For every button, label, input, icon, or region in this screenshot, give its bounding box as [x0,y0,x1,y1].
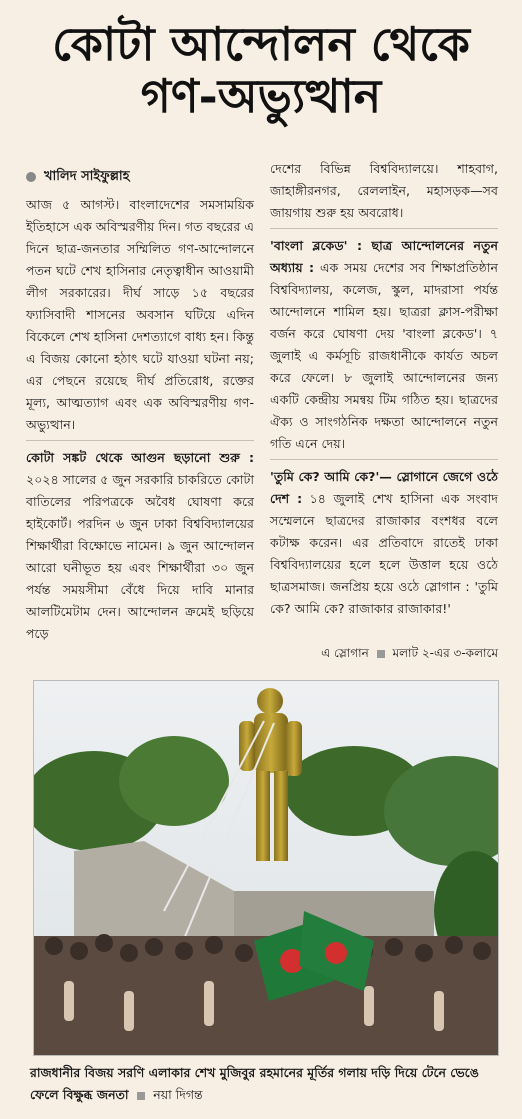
continuation-text: এ স্লোগান [321,646,369,660]
paragraph-quota-text: ২০২৪ সালের ৫ জুন সরকারি চাকরিতে কোটা বাতিলের পরিপত্রকে অবৈধ ঘোষণা করে হাইকোর্ট। পরদিন ৬ জুন ঢাকা বিশ্ববিদ্যালয়ের শিক্ষার্থীরা বিক্ষোভে নামেন। ৯ জুন আন্দোলন আরো ঘনীভূত হয় এবং শিক্ষার্থীরা ৩০ জুন পর্যন্ত সময়সীমা বেঁধে দিয়ে দাবি মানার আলটিমেটাম দেন। আন্দোলন ক্রমেই ছড়িয়ে পড়ে [26,472,254,641]
paragraph-bangla-blockade-text: এক সময় দেশের সব শিক্ষাপ্রতিষ্ঠান বিশ্ববিদ্যালয়, কলেজ, স্কুল, মাদরাসা পর্যন্ত আন্দোলনে শামিল হয়। ছাত্ররা ক্লাস-পরীক্ষা বর্জন করে ঘোষণা দেয় 'বাংলা ব্লকেড'। ৭ জুলাই এ কর্মসূচি রাজধানীকে কার্যত অচল করে ফেলে। ৮ জুলাই আন্দোলনের জন্য একটি কেন্দ্রীয় সমন্বয় টিম গঠিত হয়। ছাত্রদের ঐক্য ও সাংগঠনিক দক্ষতা আন্দোলনে নতুন গতি এনে দেয়। [270,260,498,451]
photo-caption [30,1062,500,1106]
divider [270,459,498,460]
article-column-right [270,158,498,624]
headline-line-2: গণ-অভ্যুত্থান [140,68,382,123]
continuation-note [270,645,498,665]
paragraph-intro: আজ ৫ আগস্ট। বাংলাদেশের সমসাময়িক ইতিহাসে এক অবিস্মরণীয় দিন। গত বছরের এ দিনে ছাত্র-জনতার সম্মিলিত গণ-আন্দোলনে পতন ঘটে শেখ হাসিনার নেতৃত্বাধীন আওয়ামী লীগ সরকারের। দীর্ঘ সাড়ে ১৫ বছরের ফ্যাসিবাদী শাসনের অবসান ঘটিয়ে এদিন বিকেলে শেখ হাসিনা দেশত্যাগে বাধ্য হন। কিন্তু এ বিজয় কোনো হঠাৎ ঘটে যাওয়া ঘটনা নয়; এর পেছনে রয়েছে দীর্ঘ প্রতিরোধ, রক্তের মূল্য, আত্মত্যাগ এবং এক অবিস্মরণীয় গণ-অভ্যুত্থান। [26,197,254,432]
subheading-slogan: 'তুমি কে? আমি কে?'— স্লোগানে জেগে ওঠে দেশ : [270,469,498,506]
subheading-quota: কোটা সঙ্কট থেকে আগুন ছড়ানো শুরু : [26,450,254,465]
square-bullet-icon [137,1092,145,1100]
divider [270,228,498,229]
photo-credit: নয়া দিগন্ত [153,1087,203,1102]
byline [26,166,254,188]
divider [26,440,254,441]
news-photo [33,680,499,1056]
paragraph-continued: দেশের বিভিন্ন বিশ্ববিদ্যালয়ে। শাহবাগ, জাহাঙ্গীরনগর, রেললাইন, মহাসড়ক—সব জায়গায় শুরু হয় অবরোধ। [270,161,498,220]
bullet-icon [26,172,36,182]
continuation-ref: মলাট ২-এর ৩-কলামে [392,646,498,660]
subheading-bangla-blockade: 'বাংলা ব্লকেড' : ছাত্র আন্দোলনের নতুন অধ্যায় : [270,238,498,275]
caption-text: রাজধানীর বিজয় সরণি এলাকার শেখ মুজিবুর রহমানের মূর্তির গলায় দড়ি দিয়ে টেনে ভেঙে ফেলে বিক্ষুব্ধ জনতা [30,1065,479,1102]
paragraph-slogan-text: ১৪ জুলাই শেখ হাসিনা এক সংবাদ সম্মেলনে ছাত্রদের রাজাকার বংশধর বলে কটাক্ষ করেন। এর প্রতিবাদে রাতেই ঢাকা বিশ্ববিদ্যালয়ের হলে হলে উত্তাল হয়ে ওঠে ছাত্রসমাজ। জনপ্রিয় হয়ে ওঠে স্লোগান : 'তুমি কে? আমি কে? রাজাকার রাজাকার!' [270,491,498,616]
photo-illustration [34,681,498,1055]
article-column-left [26,166,254,649]
headline-line-1: কোটা আন্দোলন থেকে [52,17,470,71]
square-bullet-icon [377,650,385,658]
paragraph-bangla-blockade [270,235,498,455]
headline [0,17,522,123]
paragraph-quota [26,447,254,645]
paragraph-slogan [270,466,498,620]
author-name: খালিদ সাইফুল্লাহ [44,169,130,184]
